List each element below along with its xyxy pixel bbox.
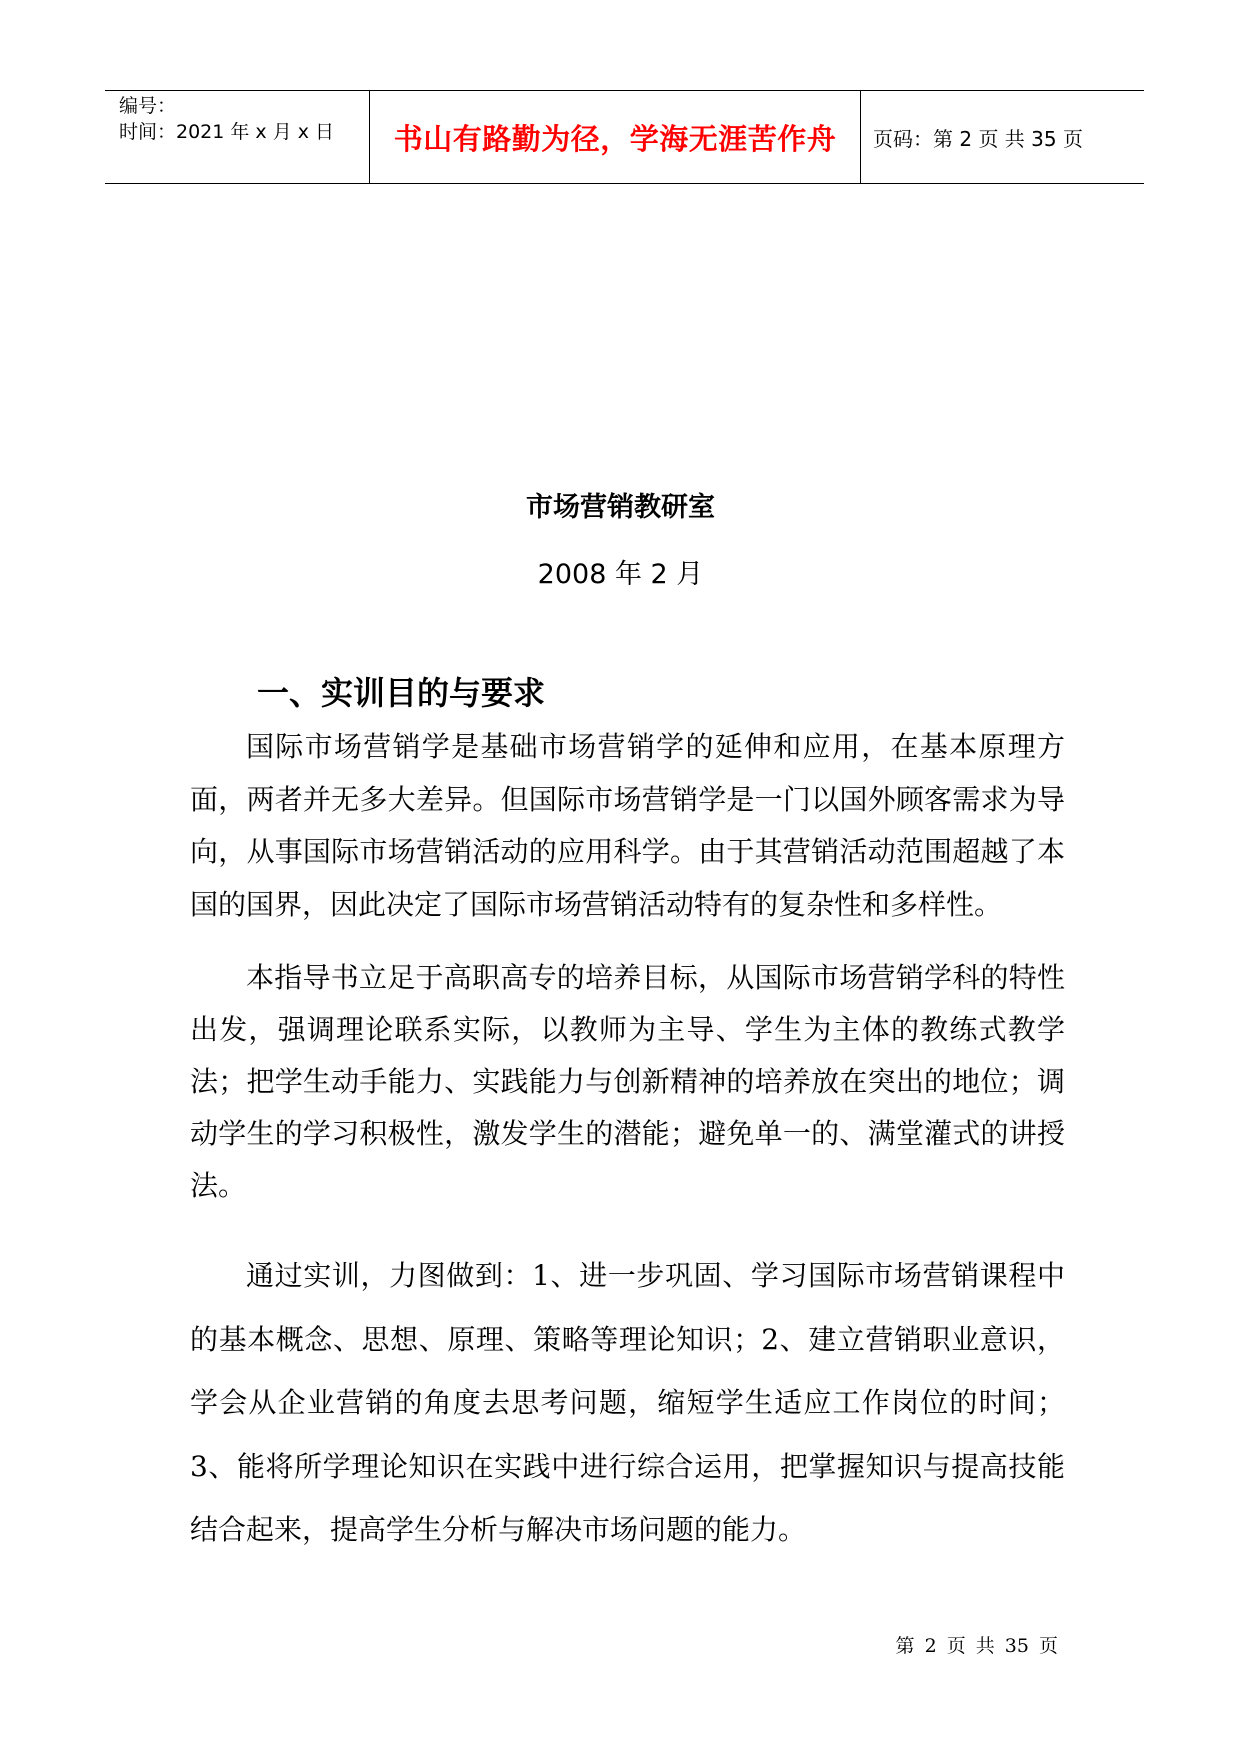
section-title: 一、实训目的与要求 [257,674,546,712]
body-paragraph-3: 通过实训，力图做到：1、进一步巩固、学习国际市场营销课程中的基本概念、思想、原理、策略等理论知识；2、建立营销职业意识，学会从企业营销的角度去思考问题，缩短学生适应工作岗位的时间；3、能将所学理论知识在实践中进行综合运用，把掌握知识与提高技能结合起来，提高学生分析与解决市场问题的能力。 [190,1259,1065,1546]
header-motto-cell [370,91,861,183]
department-name: 市场营销教研室 [526,492,715,523]
header-page-cell [861,91,1144,183]
page-footer: 第 2 页 共 35 页 [895,1635,1058,1657]
header-meta-cell [105,91,370,183]
document-date: 2008 年 2 月 [537,559,704,590]
body-paragraph-1: 国际市场营销学是基础市场营销学的延伸和应用，在基本原理方面，两者并无多大差异。但国际市场营销学是一门以国外顾客需求为导向，从事国际市场营销活动的应用科学。由于其营销活动范围超越了本国的国界，因此决定了国际市场营销活动特有的复杂性和多样性。 [190,730,1065,921]
page-header [105,90,1144,184]
body-paragraph-2: 本指导书立足于高职高专的培养目标，从国际市场营销学科的特性出发，强调理论联系实际，以教师为主导、学生为主体的教练式教学法；把学生动手能力、实践能力与创新精神的培养放在突出的地位；调动学生的学习积极性，激发学生的潜能；避免单一的、满堂灌式的讲授法。 [190,961,1065,1202]
header-motto: 书山有路勤为径，学海无涯苦作舟 [393,121,837,156]
header-page-info: 页码：第 2 页 共 35 页 [873,126,1083,151]
document-number-label: 编号： [119,95,177,117]
document-time-label: 时间：2021 年 x 月 x 日 [119,121,335,143]
